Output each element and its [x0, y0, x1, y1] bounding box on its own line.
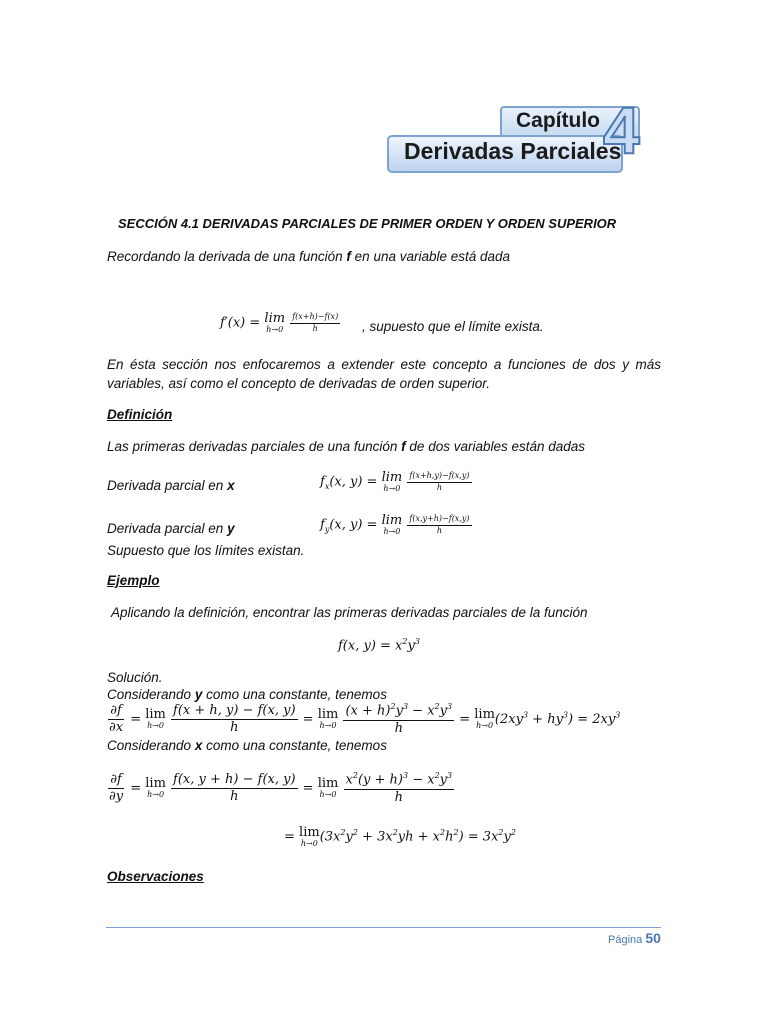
observations-heading: Observaciones: [107, 869, 204, 884]
page-footer: [608, 930, 661, 946]
derivative-definition-formula: f′(x) = lim h→0 $\frac{f(x+h)-f(x)}{h}$: [220, 311, 339, 334]
page-label: Página: [608, 934, 643, 946]
limit-note: , supuesto que el límite exista.: [362, 319, 544, 334]
example-statement: Aplicando la definición, encontrar las primeras derivadas parciales de la función: [111, 605, 588, 620]
chapter-word: Capítulo: [516, 109, 600, 132]
partial-y-result-formula: = lim h→0 $(3x^2y^2 + 3x^2yh + x^2h^2) = 3x^2y^2$: [284, 825, 516, 848]
partial-y-formula: $f_y(x$, y) = lim h→0 $\frac{f(x,y+h)-f(x,y)}{h}$: [320, 513, 470, 536]
section-heading: SECCIÓN 4.1 DERIVADAS PARCIALES DE PRIMER ORDEN Y ORDEN SUPERIOR: [118, 216, 617, 231]
limits-exist-note: Supuesto que los límites existan.: [107, 543, 305, 558]
constant-y-text: Considerando y como una constante, tenemos: [107, 687, 387, 702]
partial-x-label: Derivada parcial en x: [107, 478, 235, 493]
chapter-number: 4: [603, 93, 640, 167]
footer-divider: [106, 927, 661, 928]
constant-x-text: Considerando x como una constante, tenemos: [107, 738, 387, 753]
intro-text: Recordando la derivada de una función f en una variable está dada: [107, 249, 511, 264]
partial-x-formula: $f_x(x$, y) = lim h→0 $\frac{f(x+h,y)-f(x,y)}{h}$: [320, 470, 470, 493]
example-function-formula: f(x, $y) = x^2y^3$: [338, 637, 420, 654]
chapter-title: Derivadas Parciales: [404, 138, 622, 164]
definition-intro: Las primeras derivadas parciales de una función f de dos variables están dadas: [107, 439, 586, 454]
paragraph-intro: En ésta sección nos enfocaremos a extender este concepto a funciones de dos y más variables, así como el concepto de derivadas de orden superior.: [107, 357, 661, 391]
solution-label: Solución.: [107, 670, 163, 685]
partial-x-solution-formula: $\frac{\partial f}{\partial x}$ = lim h→0 $\frac{f(x + h, y) - f(x, y)}{h}$ = lim h→0 $\frac{(x + h)^2y^3 - x^2y^3}{h}$ = lim h→0 $(2xy^3 + hy^3) = 2xy^3$: [109, 702, 621, 736]
partial-y-label: Derivada parcial en y: [107, 521, 235, 536]
definition-heading: Definición: [107, 407, 173, 422]
page-number: 50: [645, 930, 661, 946]
partial-y-solution-formula: $\frac{\partial f}{\partial y}$ = lim h→0 $\frac{f(x, y + h) - f(x, y)}{h}$ = lim h→0 $\frac{x^2(y + h)^3 - x^2y^3}{h}$: [109, 771, 453, 805]
example-heading: Ejemplo: [107, 573, 160, 588]
